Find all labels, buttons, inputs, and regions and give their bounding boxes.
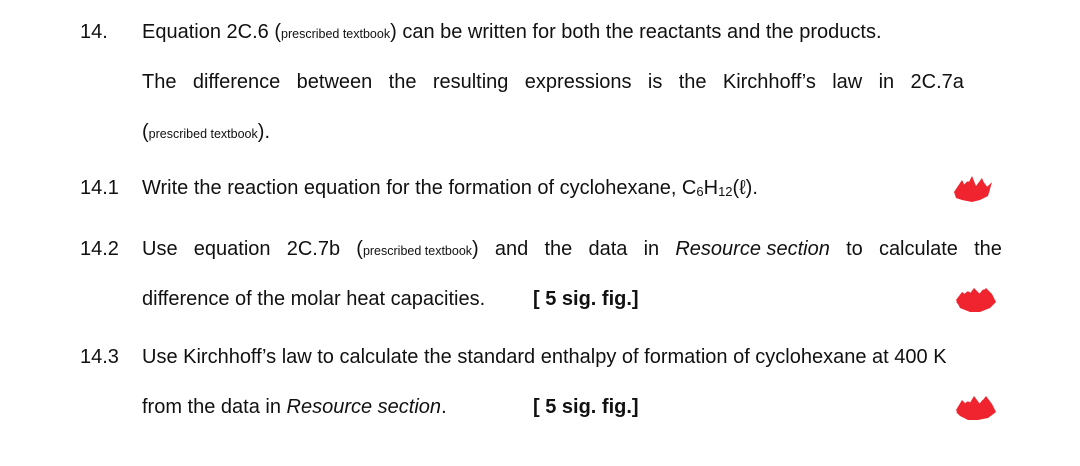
q14-word: Kirchhoff’s xyxy=(722,71,816,93)
q14-2-textbook-note: prescribed textbook xyxy=(362,244,473,258)
q14-2-marks: [ 5 sig. fig.] xyxy=(533,288,639,310)
q14-word: law xyxy=(832,71,863,93)
question-number-14: 14. xyxy=(80,21,108,43)
red-scribble-mark xyxy=(950,170,998,206)
q14-word: the xyxy=(678,71,707,93)
q14-3-line2-b: . xyxy=(441,396,447,418)
red-scribble-mark xyxy=(952,280,1000,316)
q14-2-word: 2C.7b xyxy=(286,238,341,260)
q14-2-word: the xyxy=(974,238,1002,260)
question-14-3-line-1 xyxy=(142,345,947,369)
q14-1-end: (ℓ). xyxy=(732,177,758,199)
q14-word: is xyxy=(647,71,663,93)
q14-word: The xyxy=(142,71,177,93)
q14-word: expressions xyxy=(524,71,632,93)
question-14-1-text xyxy=(142,176,758,200)
q14-2-word: Use xyxy=(142,238,178,260)
q14-2-word: the xyxy=(544,238,573,260)
red-scribble-mark xyxy=(952,388,1000,424)
question-number-14-1: 14.1 xyxy=(80,177,119,199)
q14-2-word: data xyxy=(588,238,628,260)
q14-word: 2C.7a xyxy=(910,71,964,93)
q14-2-word: calculate xyxy=(878,238,958,260)
close-paren: ) xyxy=(472,238,479,260)
q14-line3-end: . xyxy=(264,121,270,143)
q14-2-resource-section: Resource section xyxy=(675,238,830,260)
q14-word: the xyxy=(388,71,417,93)
q14-text-a: Equation 2C.6 xyxy=(142,21,275,43)
close-paren: ) xyxy=(257,121,265,143)
q14-text-b: can be written for both the reactants and the products. xyxy=(396,21,882,43)
open-paren: ( xyxy=(274,21,281,43)
q14-2-note-group xyxy=(356,237,478,263)
question-14-2-line-2 xyxy=(142,287,485,311)
q14-3-marks: [ 5 sig. fig.] xyxy=(533,396,639,418)
question-number-14-2: 14.2 xyxy=(80,238,119,260)
open-paren: ( xyxy=(356,238,363,260)
q14-2-line2-text: difference of the molar heat capacities. xyxy=(142,288,486,310)
q14-word: difference xyxy=(192,71,281,93)
open-paren: ( xyxy=(142,121,149,143)
q14-3-resource-section: Resource section xyxy=(286,396,442,418)
q14-3-line1-text: Use Kirchhoff’s law to calculate the standard enthalpy of formation of cyclohexane at 400 K xyxy=(142,346,947,368)
question-14-3-line-2 xyxy=(142,395,447,419)
question-number-14-3: 14.3 xyxy=(80,346,119,368)
subscript-6: 6 xyxy=(696,184,704,199)
question-14-line-2 xyxy=(142,70,964,94)
q14-2-word: to xyxy=(846,238,863,260)
q14-word: in xyxy=(878,71,895,93)
q14-2-word: equation xyxy=(193,238,271,260)
subscript-12: 12 xyxy=(718,184,733,199)
q14-word: resulting xyxy=(432,71,509,93)
q14-1-text: Write the reaction equation for the formation of cyclohexane, C xyxy=(142,177,697,199)
q14-textbook-note-2: prescribed textbook xyxy=(148,127,258,141)
question-14-line-3 xyxy=(142,120,270,146)
q14-2-word: and xyxy=(494,238,529,260)
question-14-2-line-1 xyxy=(142,237,1002,263)
q14-3-line2-a: from the data in xyxy=(142,396,287,418)
q14-textbook-note: prescribed textbook xyxy=(281,27,391,41)
question-14-line-1 xyxy=(142,20,882,46)
q14-1-h: H xyxy=(703,177,719,199)
q14-word: between xyxy=(296,71,373,93)
q14-2-word: in xyxy=(643,238,660,260)
close-paren: ) xyxy=(390,21,397,43)
